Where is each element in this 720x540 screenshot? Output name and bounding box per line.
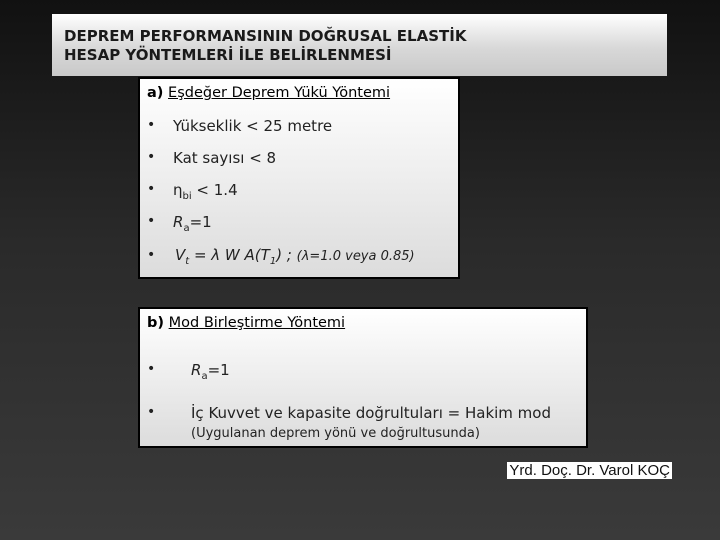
section-b-heading-text: Mod Birleştirme Yöntemi: [168, 315, 346, 331]
section-b-box: [138, 307, 588, 448]
item-text: =1: [189, 213, 212, 231]
list-item: [175, 246, 415, 267]
bullet: •: [147, 361, 156, 377]
formula-text: = λ W A(T: [189, 246, 270, 264]
list-item: [173, 213, 212, 234]
symbol-subscript: t: [185, 256, 190, 267]
symbol-subscript: a: [201, 371, 208, 382]
list-item: [191, 404, 551, 422]
section-a-box: [138, 77, 460, 279]
section-b-heading: [147, 315, 345, 331]
symbol-v: V: [175, 246, 186, 264]
list-item: [191, 361, 230, 382]
bullet: •: [147, 404, 156, 420]
title-line-2: HESAP YÖNTEMLERİ İLE BELİRLENMESİ: [64, 46, 392, 64]
item-text: =1: [207, 361, 230, 379]
item-text: Yükseklik < 25 metre: [173, 117, 333, 135]
item-text: < 1.4: [191, 181, 238, 199]
symbol-r: R: [191, 361, 202, 379]
bullet: •: [147, 247, 156, 263]
item-note: (Uygulanan deprem yönü ve doğrultusunda): [191, 426, 480, 441]
formula-note: (λ=1.0 veya 0.85): [296, 249, 415, 264]
symbol-subscript: bi: [182, 191, 192, 202]
symbol-eta: η: [173, 181, 183, 199]
bullet: •: [147, 181, 156, 197]
symbol-subscript: 1: [269, 256, 277, 267]
list-item: [173, 181, 238, 202]
item-text: İç Kuvvet ve kapasite doğrultuları = Hakim mod: [191, 404, 551, 422]
section-a-heading: [147, 85, 390, 101]
list-item: [173, 149, 276, 167]
section-a-heading-text: Eşdeğer Deprem Yükü Yöntemi: [168, 85, 391, 101]
title-bar: [52, 14, 667, 76]
bullet: •: [147, 149, 156, 165]
title-line-1: DEPREM PERFORMANSININ DOĞRUSAL ELASTİK: [64, 27, 467, 45]
section-b-prefix: b): [147, 315, 165, 331]
slide-title: [64, 27, 466, 65]
section-a-prefix: a): [147, 85, 164, 101]
symbol-r: R: [173, 213, 184, 231]
list-item: [173, 117, 332, 135]
author-name: Yrd. Doç. Dr. Varol KOÇ: [509, 462, 670, 479]
symbol-subscript: a: [183, 223, 190, 234]
item-text: Kat sayısı < 8: [173, 149, 277, 167]
bullet: •: [147, 213, 156, 229]
formula-text: ) ;: [276, 246, 292, 264]
bullet: •: [147, 117, 156, 133]
